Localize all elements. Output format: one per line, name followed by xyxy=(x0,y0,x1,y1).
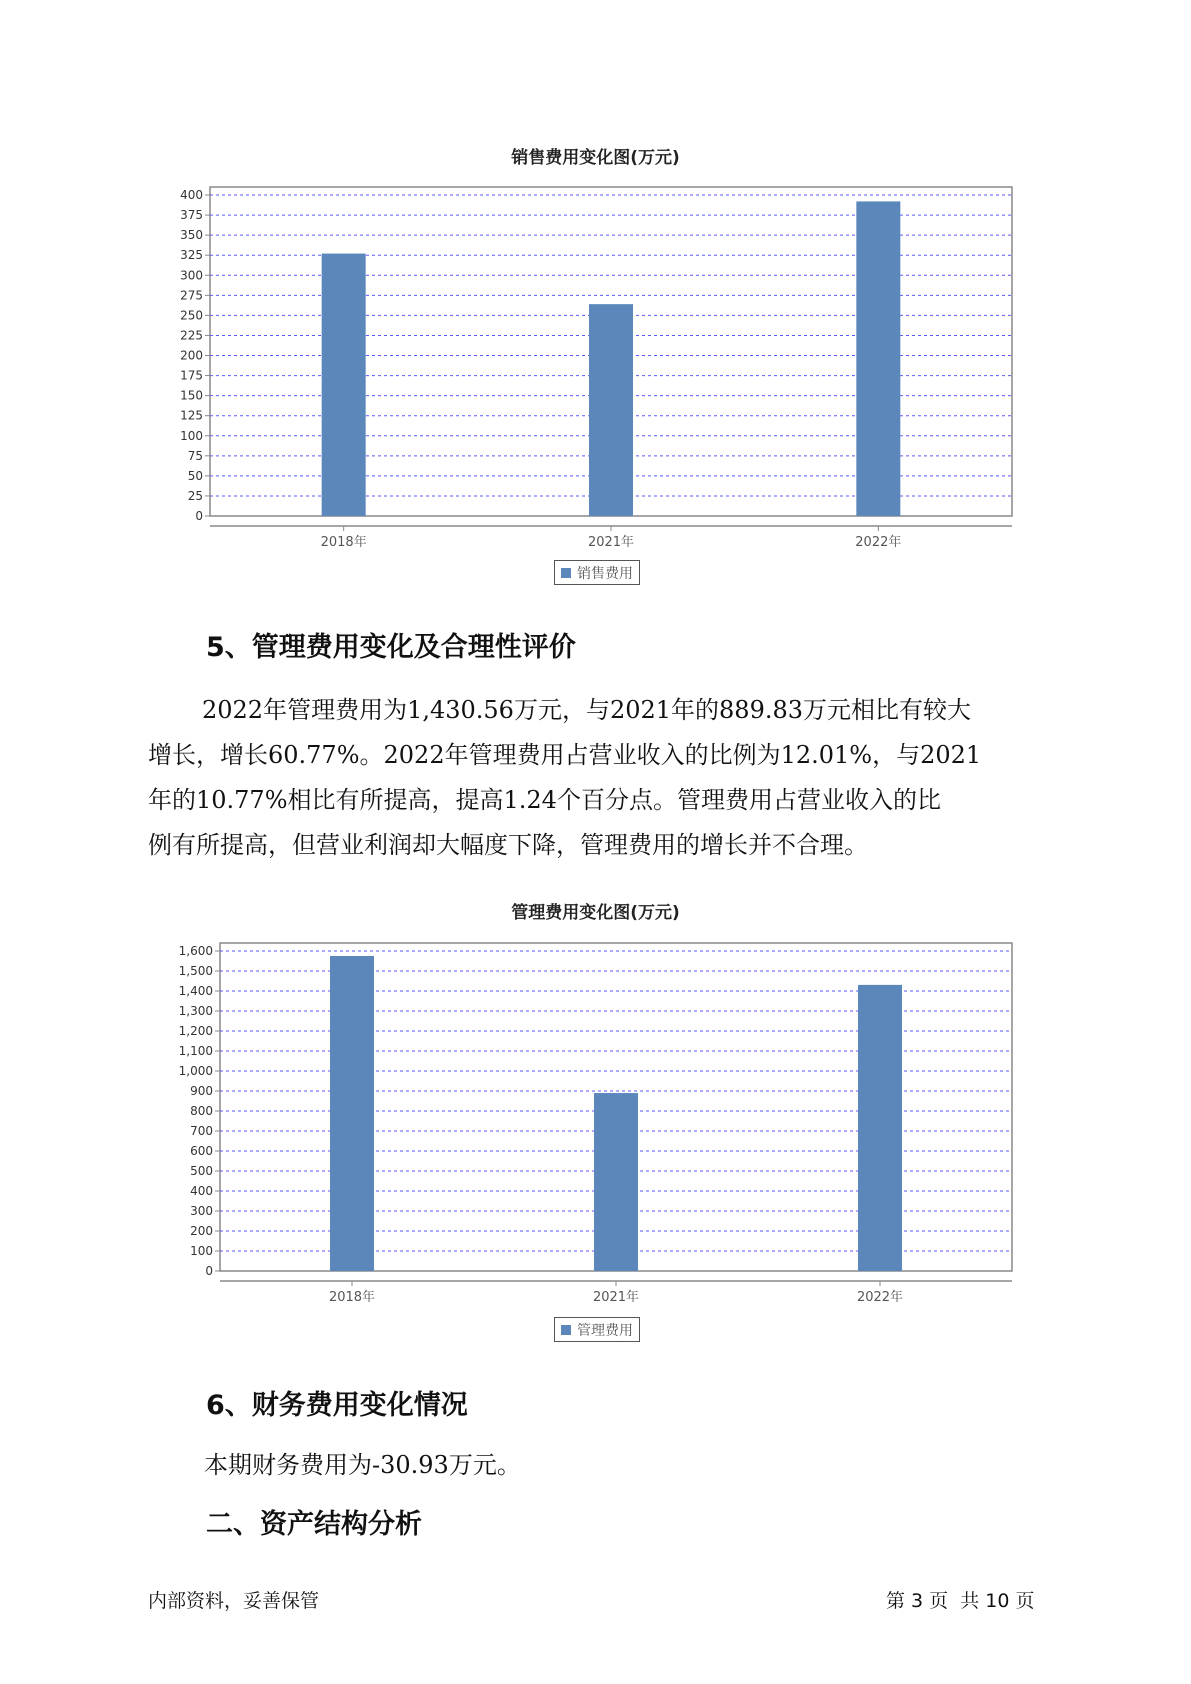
legend-label: 管理费用 xyxy=(577,1322,633,1339)
paragraph-line: 增长，增长60.77%。2022年管理费用占营业收入的比例为12.01%，与2021 xyxy=(148,741,982,769)
y-tick-label: 75 xyxy=(187,448,203,463)
y-tick-label: 400 xyxy=(180,188,203,202)
y-tick-label: 500 xyxy=(190,1164,213,1178)
y-tick-label: 700 xyxy=(190,1124,213,1138)
chart-title-admin-expense: 管理费用变化图(万元) xyxy=(511,903,680,923)
y-tick-label: 50 xyxy=(187,468,203,483)
section-6-heading: 6、财务费用变化情况 xyxy=(206,1390,468,1421)
chart-legend-sales-expense xyxy=(554,560,640,585)
footer-confidential-note: 内部资料，妥善保管 xyxy=(148,1590,320,1612)
x-tick-label: 2022年 xyxy=(856,1290,904,1305)
admin-expense-bar-chart xyxy=(0,900,1191,1320)
paragraph-line: 例有所提高，但营业利润却大幅度下降，管理费用的增长并不合理。 xyxy=(148,831,868,859)
y-tick-label: 175 xyxy=(180,368,203,383)
y-tick-label: 1,100 xyxy=(178,1044,213,1058)
bar xyxy=(589,304,633,516)
legend-swatch-icon xyxy=(561,568,571,578)
y-tick-label: 300 xyxy=(190,1204,213,1218)
section-5-heading: 5、管理费用变化及合理性评价 xyxy=(206,632,576,663)
bar xyxy=(858,985,902,1271)
y-tick-label: 1,600 xyxy=(178,944,213,958)
bar xyxy=(856,201,900,516)
y-tick-label: 0 xyxy=(205,1264,213,1278)
y-tick-label: 200 xyxy=(190,1224,213,1238)
y-tick-label: 200 xyxy=(180,348,203,363)
y-tick-label: 100 xyxy=(190,1244,213,1258)
chart-legend-admin-expense xyxy=(554,1317,640,1342)
legend-label: 销售费用 xyxy=(577,565,633,582)
x-tick-label: 2021年 xyxy=(587,535,635,550)
y-tick-label: 225 xyxy=(180,328,203,343)
section-two-heading: 二、资产结构分析 xyxy=(206,1509,422,1540)
footer-page-number: 第 3 页 共 10 页 xyxy=(886,1590,1035,1612)
bar xyxy=(330,956,374,1271)
x-tick-label: 2018年 xyxy=(328,1290,376,1305)
y-tick-label: 1,500 xyxy=(178,964,213,978)
section-6-paragraph: 本期财务费用为-30.93万元。 xyxy=(204,1451,521,1479)
y-tick-label: 800 xyxy=(190,1104,213,1118)
y-tick-label: 100 xyxy=(180,428,203,443)
y-tick-label: 1,000 xyxy=(178,1064,213,1078)
section-5-paragraph xyxy=(148,688,1048,868)
y-tick-label: 325 xyxy=(180,248,203,263)
x-tick-label: 2018年 xyxy=(320,535,367,550)
y-tick-label: 900 xyxy=(190,1084,213,1098)
legend-swatch-icon xyxy=(561,1325,571,1335)
paragraph-line: 2022年管理费用为1,430.56万元，与2021年的889.83万元相比有较大 xyxy=(202,696,972,724)
y-tick-label: 350 xyxy=(180,228,203,243)
x-tick-label: 2022年 xyxy=(855,535,902,550)
y-tick-label: 1,200 xyxy=(178,1024,213,1038)
y-tick-label: 300 xyxy=(180,268,203,283)
chart-title-sales-expense: 销售费用变化图(万元) xyxy=(511,148,680,168)
bar xyxy=(594,1093,638,1271)
y-tick-label: 125 xyxy=(180,408,203,423)
y-tick-label: 150 xyxy=(180,388,203,403)
sales-expense-bar-chart xyxy=(0,0,1191,560)
y-tick-label: 375 xyxy=(180,208,203,223)
paragraph-line: 年的10.77%相比有所提高，提高1.24个百分点。管理费用占营业收入的比 xyxy=(148,786,941,814)
y-tick-label: 1,300 xyxy=(178,1004,213,1018)
x-tick-label: 2021年 xyxy=(592,1290,640,1305)
bar xyxy=(322,254,366,516)
y-tick-label: 250 xyxy=(180,308,203,323)
y-tick-label: 0 xyxy=(195,509,203,523)
y-tick-label: 275 xyxy=(180,288,203,303)
y-tick-label: 1,400 xyxy=(178,984,213,998)
y-tick-label: 400 xyxy=(190,1184,213,1198)
y-tick-label: 25 xyxy=(187,488,203,503)
y-tick-label: 600 xyxy=(190,1144,213,1158)
